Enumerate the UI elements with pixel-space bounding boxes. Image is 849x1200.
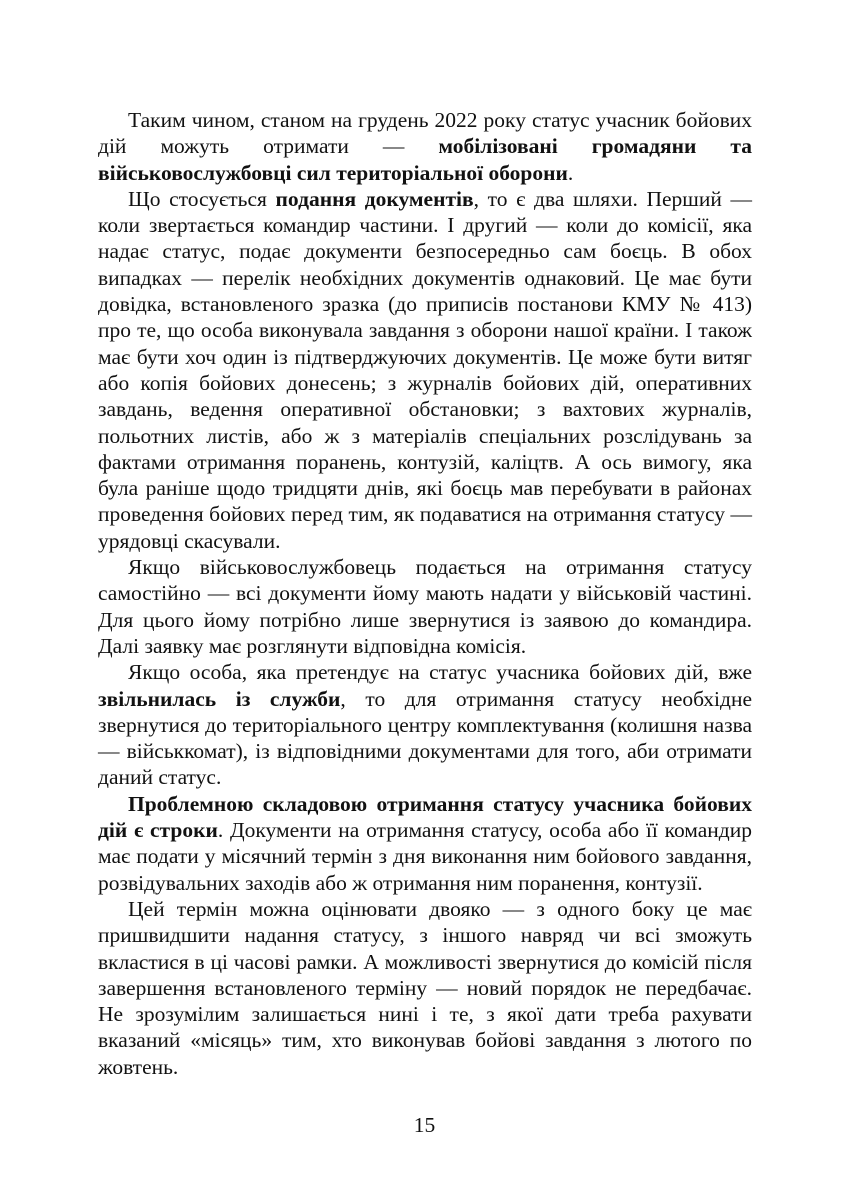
text-run: Якщо військовослужбовець подається на отримання статусу самостійно — всі документи йому мають надати у військовій частині. Для цього йому потрібно лише звернутися із заявою до командира. Далі заявку має розглянути відповідна комісія. (98, 555, 752, 658)
bold-run: звільнилась із служби (98, 686, 341, 711)
bold-run: подання документів (275, 186, 474, 211)
text-run: Що стосується (128, 186, 276, 211)
paragraph-2 (98, 186, 752, 554)
paragraph-3 (98, 554, 752, 659)
page-number: 15 (413, 1113, 436, 1137)
text-run: Таким чином, станом на грудень 2022 року статус учасник бойових дій можуть отримати — (98, 108, 752, 159)
paragraph-5 (98, 791, 752, 896)
bold-run: Проблемною складовою отримання статусу учасника бойових дій є строки (98, 791, 752, 843)
text-run: . (567, 160, 574, 185)
bold-run: мобілізовані громадяни та військовослужбовці сил територіальної оборони (98, 134, 752, 185)
paragraph-4 (98, 659, 752, 790)
text-run: . Документи на отримання статусу, особа або її командир має подати у місячний термін з дня виконання ним бойового завдання, розвідувальних заходів або ж отримання ним поранення, контузії. (98, 818, 752, 895)
text-run: , то для отримання статусу необхідне звернутися до територіального центру комплектування (колишня назва — військкомат), із відповідними документами для того, аби отримати даний статус. (98, 686, 752, 790)
text-run: Якщо особа, яка претендує на статус учасника бойових дій, вже (128, 660, 752, 685)
page-body (98, 107, 752, 1080)
paragraph-6 (98, 896, 752, 1080)
paragraph-1 (98, 107, 752, 186)
text-run: , то є два шляхи. Перший — коли звертається командир частини. І другий — коли до комісії, яка надає статус, подає документи безпосередньо сам боєць. В обох випадках — перелік необхідних документів однаковий. Це має бути довідка, встановленого зразка (до приписів постанови КМУ № 413) про те, що особа виконувала завдання з оборони нашої країни. І також має бути хоч один із підтверджуючих документів. Це може бути витяг або копія бойових донесень; з журналів бойових дій, оперативних завдань, ведення оперативної обстановки; з вахтових журналів, польотних листів, або ж з матеріалів спеціальних розслідувань за фактами отримання поранень, контузій, каліцтв. А ось вимогу, яка була раніше щодо тридцяти днів, які боєць мав перебувати в районах проведення бойових перед тим, як подаватися на отримання статусу — урядовці скасували. (98, 186, 753, 553)
text-run: Цей термін можна оцінювати двояко — з одного боку це має пришвидшити надання статусу, з іншого навряд чи всі зможуть вкластися в ці часові рамки. А можливості звернутися до комісій після завершення встановленого терміну — новий порядок не передбачає. Не зрозумілим залишається нині і те, з якої дати треба рахувати вказаний «місяць» тим, хто виконував бойові завдання з лютого по жовтень. (98, 896, 752, 1079)
